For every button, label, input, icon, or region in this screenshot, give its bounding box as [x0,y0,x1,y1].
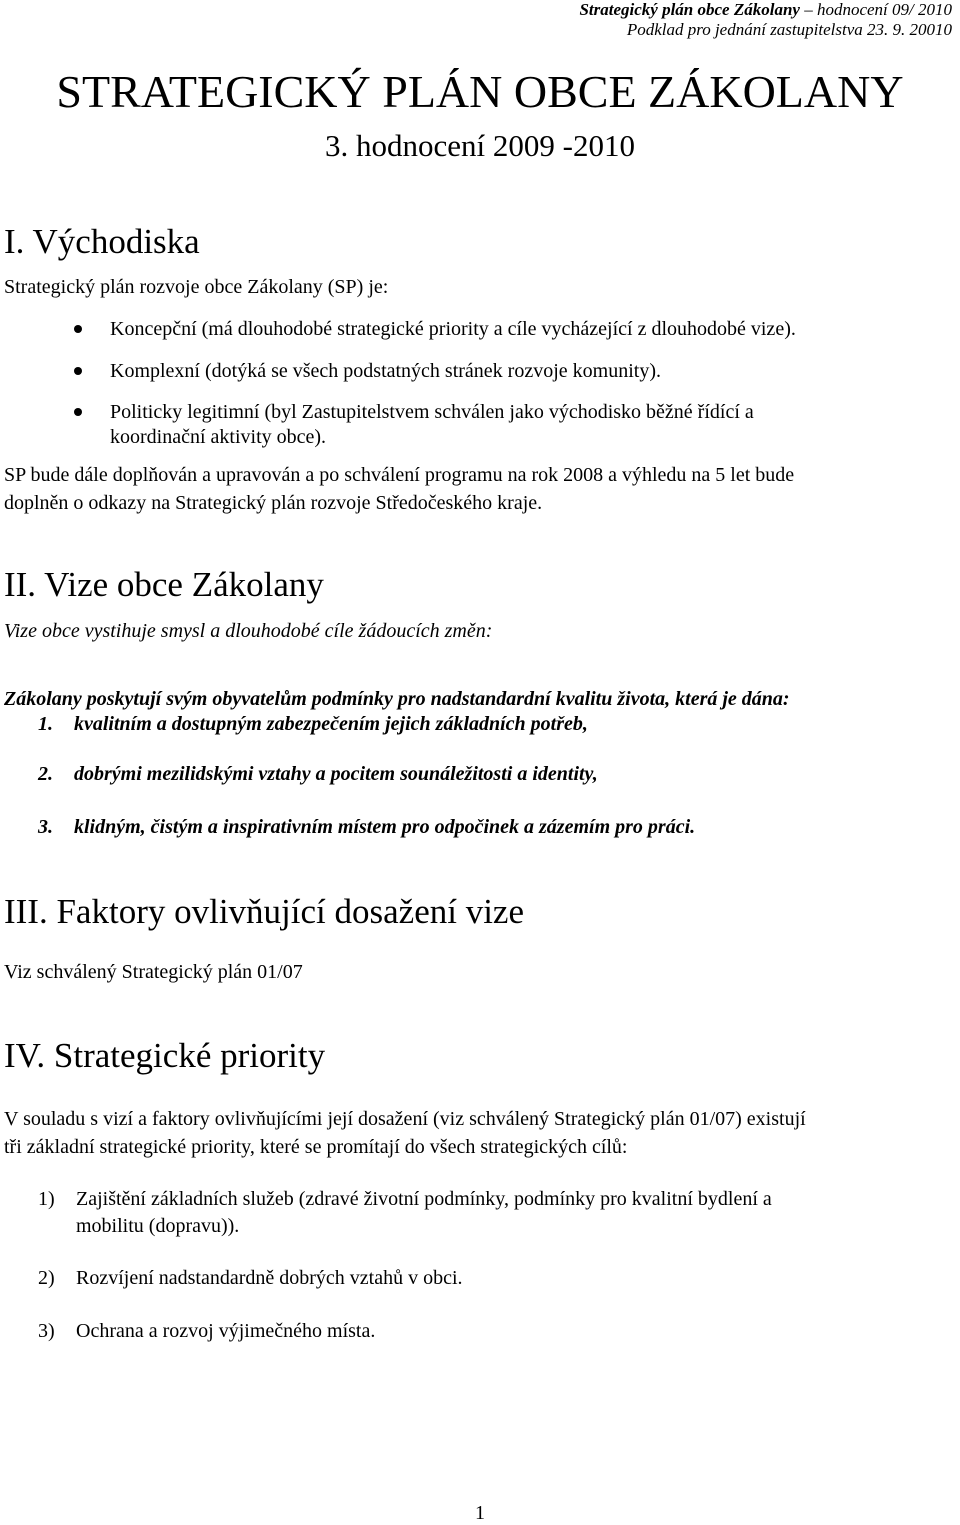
section-2-heading: II. Vize obce Zákolany [4,565,324,604]
section-4-paragraph-line-1: V souladu s vizí a faktory ovlivňujícími její dosažení (viz schválený Strategický plán 01/07) existují [4,1108,806,1130]
header-line-1 [579,0,952,20]
bullet-dot [74,408,82,416]
priority-item-1-number: 1) [38,1188,55,1210]
section-3-text: Viz schválený Strategický plán 01/07 [4,961,303,983]
document-title: STRATEGICKÝ PLÁN OBCE ZÁKOLANY [56,66,904,117]
priority-item-1-text-cont: mobilitu (dopravu)). [76,1215,240,1237]
running-header [579,0,952,40]
priority-item-3-text: Ochrana a rozvoj výjimečného místa. [76,1320,376,1342]
priority-item-2-text: Rozvíjení nadstandardně dobrých vztahů v obci. [76,1267,463,1289]
section-1-heading: I. Východiska [4,222,200,261]
bullet-dot [74,325,82,333]
section-1-paragraph-line-1: SP bude dále doplňován a upravován a po schválení programu na rok 2008 a výhledu na 5 let bude [4,464,795,486]
vision-item-3-text: klidným, čistým a inspirativním místem pro odpočinek a zázemím pro práci. [74,816,696,838]
section-4-heading: IV. Strategické priority [4,1036,326,1075]
page-number: 1 [475,1502,485,1524]
bullet-dot [74,367,82,375]
header-doc-name: Strategický plán obce Zákolany [579,0,800,19]
section-1-paragraph-line-2: doplněn o odkazy na Strategický plán rozvoje Středočeského kraje. [4,492,543,514]
bullet-item-1: Koncepční (má dlouhodobé strategické priority a cíle vycházející z dlouhodobé vize). [110,318,796,340]
priority-item-2-number: 2) [38,1267,55,1289]
document-subtitle: 3. hodnocení 2009 -2010 [325,128,635,163]
section-4-paragraph-line-2: tři základní strategické priority, které se promítají do všech strategických cílů: [4,1136,628,1158]
bullet-item-3-cont: koordinační aktivity obce). [110,426,327,448]
vision-item-2-number: 2. [38,763,53,785]
section-3-heading: III. Faktory ovlivňující dosažení vize [4,892,524,931]
header-doc-sub: – hodnocení 09/ 2010 [799,0,952,19]
vision-statement: Zákolany poskytují svým obyvatelům podmínky pro nadstandardní kvalitu života, která je dána: [4,688,790,710]
section-1-intro: Strategický plán rozvoje obce Zákolany (SP) je: [4,276,389,298]
bullet-item-3: Politicky legitimní (byl Zastupitelstvem schválen jako východisko běžné řídící a [110,401,754,423]
vision-item-3-number: 3. [38,816,53,838]
vision-item-1-number: 1. [38,713,53,735]
vision-item-2-text: dobrými mezilidskými vztahy a pocitem sounáležitosti a identity, [74,763,598,785]
bullet-item-2: Komplexní (dotýká se všech podstatných stránek rozvoje komunity). [110,360,661,382]
section-2-intro: Vize obce vystihuje smysl a dlouhodobé cíle žádoucích změn: [4,620,493,642]
vision-item-1-text: kvalitním a dostupným zabezpečením jejich základních potřeb, [74,713,588,735]
priority-item-1-text: Zajištění základních služeb (zdravé životní podmínky, podmínky pro kvalitní bydlení a [76,1188,772,1210]
priority-item-3-number: 3) [38,1320,55,1342]
header-line-2: Podklad pro jednání zastupitelstva 23. 9. 20010 [626,20,952,39]
